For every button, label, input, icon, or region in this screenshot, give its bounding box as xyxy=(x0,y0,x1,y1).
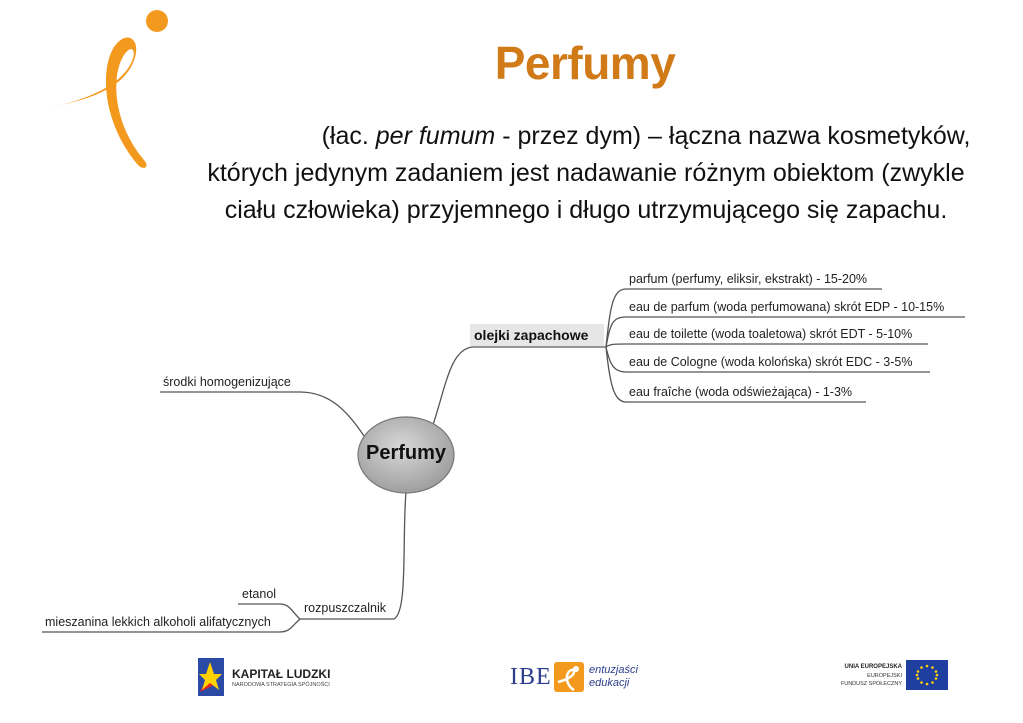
olejki-item: parfum (perfumy, eliksir, ekstrakt) - 15-20% xyxy=(629,272,868,286)
footer-kapital-ludzki xyxy=(196,654,356,700)
connector-item-3 xyxy=(606,344,626,347)
ue-line-1: UNIA EUROPEJSKA xyxy=(844,664,902,670)
kapital-subtitle: NARODOWA STRATEGIA SPÓJNOŚCI xyxy=(232,682,330,688)
olejki-item: eau fraîche (woda odświeżająca) - 1-3% xyxy=(629,385,853,399)
page-title: Perfumy xyxy=(494,37,676,89)
ue-line-2: EUROPEJSKI xyxy=(867,673,902,679)
olejki-item: eau de toilette (woda toaletowa) skrót EDT - 5-10% xyxy=(629,327,913,341)
olejki-item: eau de Cologne (woda kolońska) skrót EDC - 3-5% xyxy=(629,355,913,369)
ibe-name: IBE xyxy=(510,664,552,690)
branch-olejki-label: olejki zapachowe xyxy=(474,327,589,343)
kapital-title: KAPITAŁ LUDZKI xyxy=(232,667,331,681)
kapital-ludzki-icon xyxy=(196,654,226,700)
connector-rozpuszczalnik xyxy=(394,492,406,619)
ibe-tagline-1: entuzjaści xyxy=(589,664,638,676)
ibe-tagline-2: edukacji xyxy=(589,677,630,689)
branch-srodki-label: środki homogenizujące xyxy=(163,375,291,389)
olejki-item: eau de parfum (woda perfumowana) skrót EDP - 10-15% xyxy=(629,300,945,314)
description-latin: per fumum xyxy=(375,122,496,150)
connector-olejki xyxy=(432,347,472,428)
connector-item-1 xyxy=(606,289,626,347)
connector-srodki xyxy=(300,392,364,436)
ibe-logo-icon xyxy=(554,662,584,692)
center-node-label: Perfumy xyxy=(365,442,447,464)
ue-line-3: FUNDUSZ SPOŁECZNY xyxy=(840,681,902,687)
branch-rozpuszczalnik-label: rozpuszczalnik xyxy=(304,601,386,615)
description-rest: - przez dym) – łączna nazwa kosmetyków, których jedynym zadaniem jest nadawanie różnym obiektom (zwykle ciału człowieka) przyjemnego i długo utrzymującego się zapachu. xyxy=(207,122,971,224)
connector-item-5 xyxy=(606,347,626,402)
rozpuszczalnik-item: mieszanina lekkich alkoholi alifatycznych xyxy=(45,615,271,629)
description-prefix: (łac. xyxy=(321,122,376,150)
rozpuszczalnik-item: etanol xyxy=(242,587,277,601)
footer-ibe xyxy=(510,660,650,696)
eu-flag-icon xyxy=(906,660,948,690)
footer-ue xyxy=(812,658,948,698)
